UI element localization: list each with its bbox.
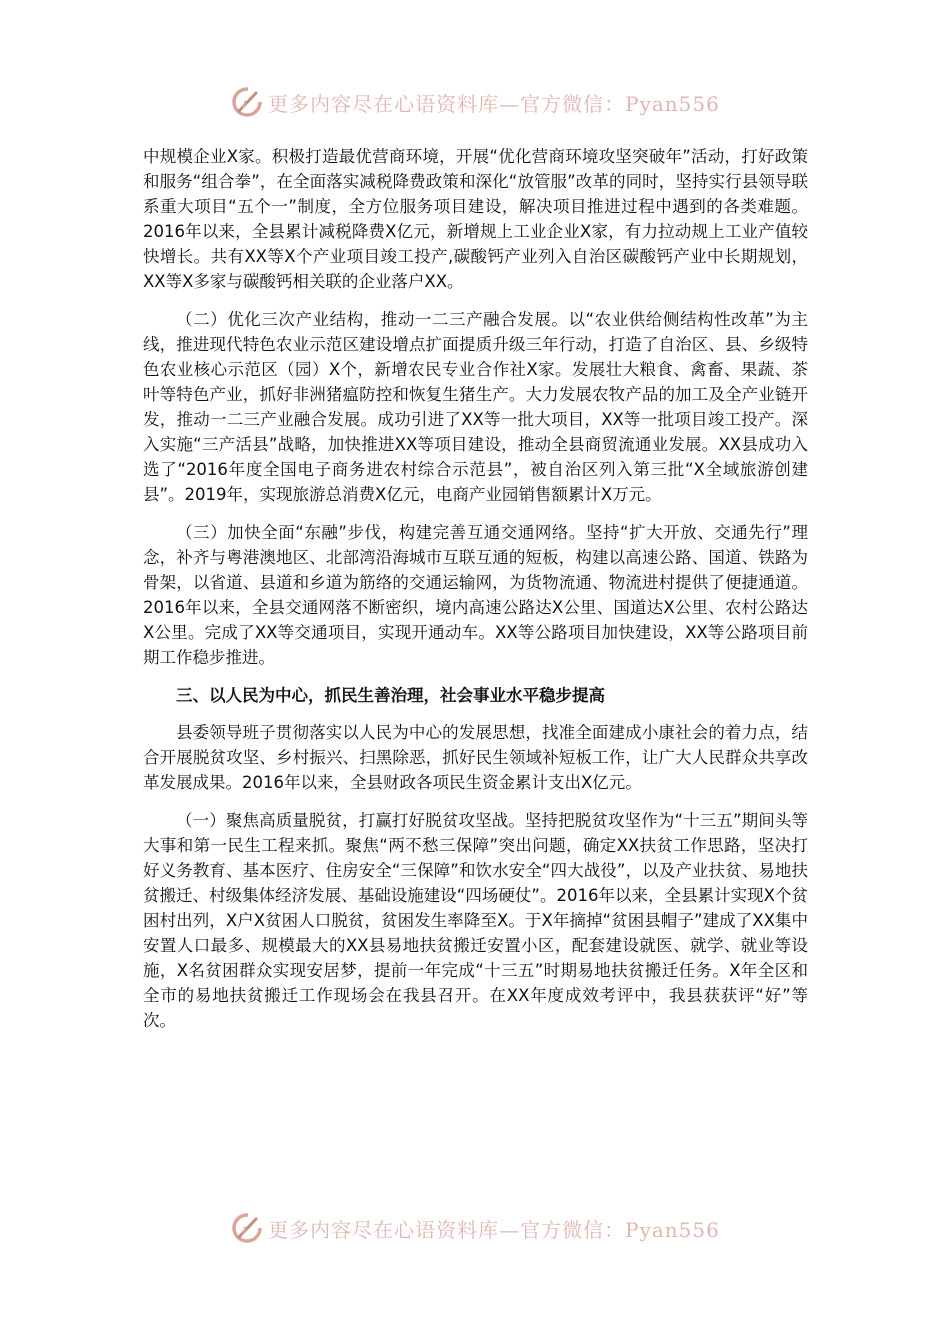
- document-body: [143, 144, 808, 1046]
- paragraph: 中规模企业X家。积极打造最优营商环境，开展“优化营商环境攻坚突破年”活动，打好政策和服务“组合拳”，在全面落实减税降费政策和深化“放管服”改革的同时，坚持实行县领导联系重大项目“五个一”制度，全方位服务项目建设，解决项目推进过程中遇到的各类难题。2016年以来，全县累计减税降费X亿元，新增规上工业企业X家，有力拉动规上工业产值较快增长。共有XX等X个产业项目竣工投产,碳酸钙产业列入自治区碳酸钙产业中长期规划，XX等X多家与碳酸钙相关联的企业落户XX。: [143, 147, 808, 291]
- paragraph: （一）聚焦高质量脱贫，打赢打好脱贫攻坚战。坚持把脱贫攻坚作为“十三五”期间头等大事和第一民生工程来抓。聚焦“两不愁三保障”突出问题，确定XX扶贫工作思路，坚决打好义务教育、基本医疗、住房安全“三保障”和饮水安全“四大战役”，以及产业扶贫、易地扶贫搬迁、村级集体经济发展、基础设施建设“四场硬仗”。2016年以来，全县累计实现X个贫困村出列，X户X贫困人口脱贫，贫困发生率降至X。于X年摘掉“贫困县帽子”建成了XX集中安置人口最多、规模最大的XX县易地扶贫搬迁安置小区，配套建设就医、就学、就业等设施，X名贫困群众实现安居梦，提前一年完成“十三五”时期易地扶贫搬迁任务。X年全区和全市的易地扶贫搬迁工作现场会在我县召开。在XX年度成效考评中，我县获获评“好”等次。: [143, 811, 809, 1030]
- paragraph: 县委领导班子贯彻落实以人民为中心的发展思想，找准全面建成小康社会的着力点，结合开展脱贫攻坚、乡村振兴、扫黑除恶，抓好民生领域补短板工作，让广大人民群众共享改革发展成果。2016年以来，全县财政各项民生资金累计支出X亿元。: [143, 723, 808, 792]
- paragraph: （三）加快全面“东融”步伐，构建完善互通交通网络。坚持“扩大开放、交通先行”理念，补齐与粤港澳地区、北部湾沿海城市互联互通的短板，构建以高速公路、国道、铁路为骨架，以省道、县道和乡道为筋络的交通运输网，为货物流通、物流进村提供了便捷通道。2016年以来，全县交通网落不断密织，境内高速公路达X公里、国道达X公里、农村公路达X公里。完成了XX等交通项目，实现开通动车。XX等公路项目加快建设，XX等公路项目前期工作稳步推进。: [143, 523, 808, 667]
- section-heading: 三、以人民为中心，抓民生善治理，社会事业水平稳步提高: [176, 686, 605, 705]
- watermark-banner-bottom: [0, 1208, 950, 1248]
- watermark-text: 更多内容尽在心语资料库—官方微信：Pyan556: [268, 1217, 720, 1242]
- watermark-text: 更多内容尽在心语资料库—官方微信：Pyan556: [268, 91, 720, 116]
- ink-brush-logo-icon: [230, 1211, 264, 1245]
- paragraph: （二）优化三次产业结构，推动一二三产融合发展。以“农业供给侧结构性改革”为主线，推进现代特色农业示范区建设增点扩面提质升级三年行动，打造了自治区、县、乡级特色农业核心示范区（园）X个，新增农民专业合作社X家。发展壮大粮食、禽畜、果蔬、茶叶等特色产业，抓好非洲猪瘟防控和恢复生猪生产。大力发展农牧产品的加工及全产业链开发，推动一二三产业融合发展。成功引进了XX等一批大项目，XX等一批项目竣工投产。深入实施“三产活县”战略，加快推进XX等项目建设，推动全县商贸流通业发展。XX县成功入选了“2016年度全国电子商务进农村综合示范县”，被自治区列入第三批“X全域旅游创建县”。2019年，实现旅游总消费X亿元，电商产业园销售额累计X万元。: [143, 310, 808, 504]
- watermark-banner-top: [0, 82, 950, 122]
- ink-brush-logo-icon: [230, 85, 264, 119]
